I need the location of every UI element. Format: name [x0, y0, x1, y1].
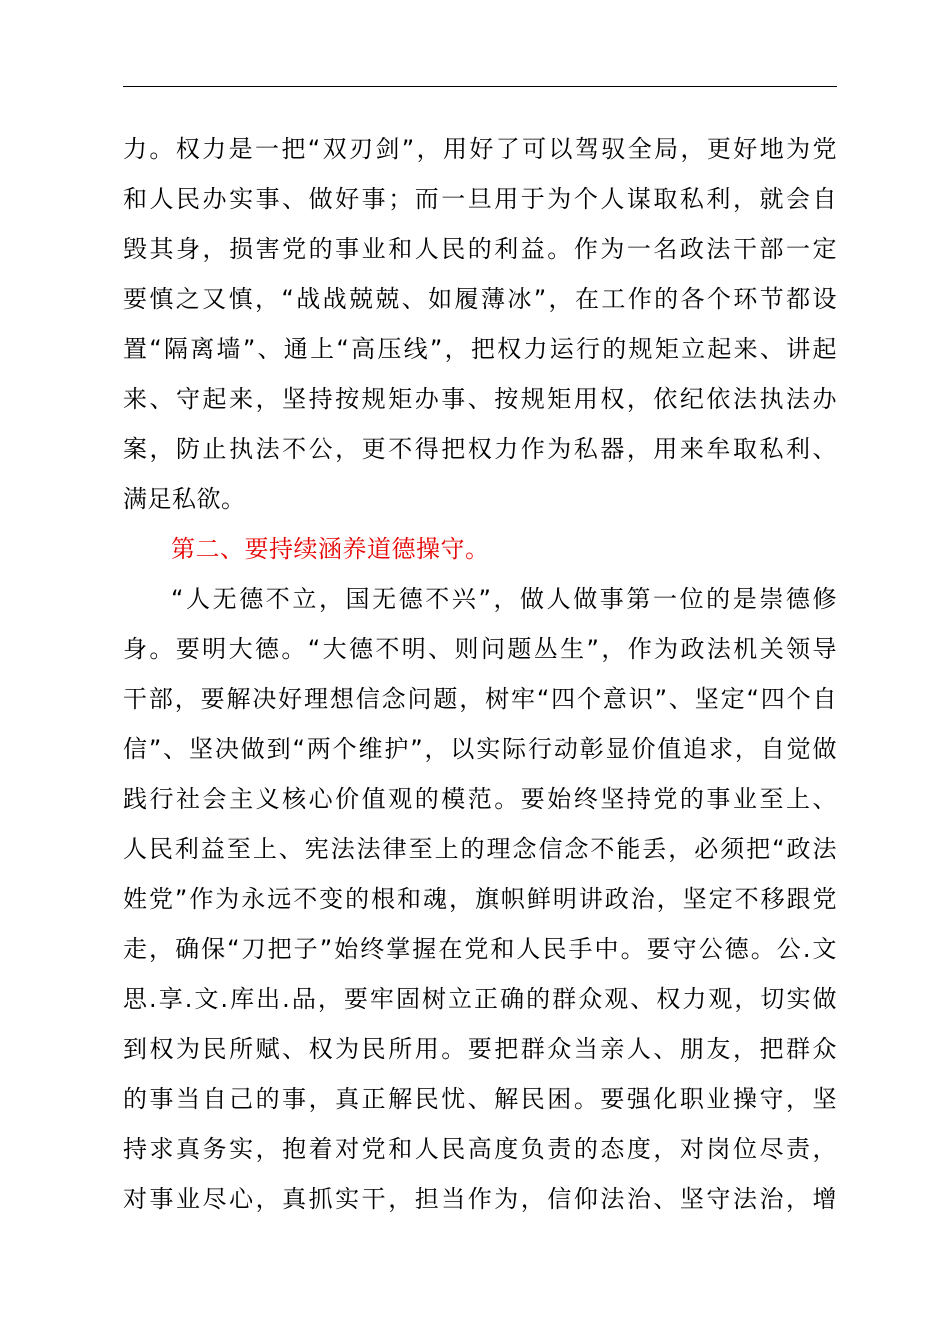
body-line-19: 到权为民所赋、权为民所用。要把群众当亲人、朋友，把群众	[123, 1035, 837, 1063]
body-line-21: 持求真务实，抱着对党和人民高度负责的态度，对岗位尽责，	[123, 1135, 837, 1163]
body-line-18: 思.享.文.库出.品，要牢固树立正确的群众观、权力观，切实做	[123, 985, 837, 1013]
body-line-13: 信”、坚决做到“两个维护”，以实际行动彰显价值追求，自觉做	[123, 735, 837, 763]
body-line-5: 置“隔离墙”、通上“高压线”，把权力运行的规矩立起来、讲起	[123, 335, 837, 363]
body-line-14: 践行社会主义核心价值观的模范。要始终坚持党的事业至上、	[123, 785, 837, 813]
body-line-15: 人民利益至上、宪法法律至上的理念信念不能丢，必须把“政法	[123, 835, 837, 863]
body-line-1: 力。权力是一把“双刃剑”，用好了可以驾驭全局，更好地为党	[123, 135, 837, 163]
body-line-22: 对事业尽心，真抓实干，担当作为，信仰法治、坚守法治，增	[123, 1185, 837, 1213]
body-line-3: 毁其身，损害党的事业和人民的利益。作为一名政法干部一定	[123, 235, 837, 263]
body-line-20: 的事当自己的事，真正解民忧、解民困。要强化职业操守，坚	[123, 1085, 837, 1113]
section-heading: 第二、要持续涵养道德操守。	[171, 535, 490, 563]
body-line-8: 满足私欲。	[123, 485, 246, 513]
body-line-11: 身。要明大德。“大德不明、则问题丛生”，作为政法机关领导	[123, 635, 837, 663]
body-line-16: 姓党”作为永远不变的根和魂，旗帜鲜明讲政治，坚定不移跟党	[123, 885, 837, 913]
body-line-17: 走，确保“刀把子”始终掌握在党和人民手中。要守公德。公.文	[123, 935, 837, 963]
header-rule	[123, 86, 837, 87]
body-line-7: 案，防止执法不公，更不得把权力作为私器，用来牟取私利、	[123, 435, 837, 463]
body-line-6: 来、守起来，坚持按规矩办事、按规矩用权，依纪依法执法办	[123, 385, 837, 413]
body-line-12: 干部，要解决好理想信念问题，树牢“四个意识”、坚定“四个自	[123, 685, 837, 713]
body-line-2: 和人民办实事、做好事；而一旦用于为个人谋取私利，就会自	[123, 185, 837, 213]
body-line-4: 要慎之又慎，“战战兢兢、如履薄冰”，在工作的各个环节都设	[123, 285, 837, 313]
body-line-10: “人无德不立，国无德不兴”，做人做事第一位的是崇德修	[171, 585, 837, 613]
